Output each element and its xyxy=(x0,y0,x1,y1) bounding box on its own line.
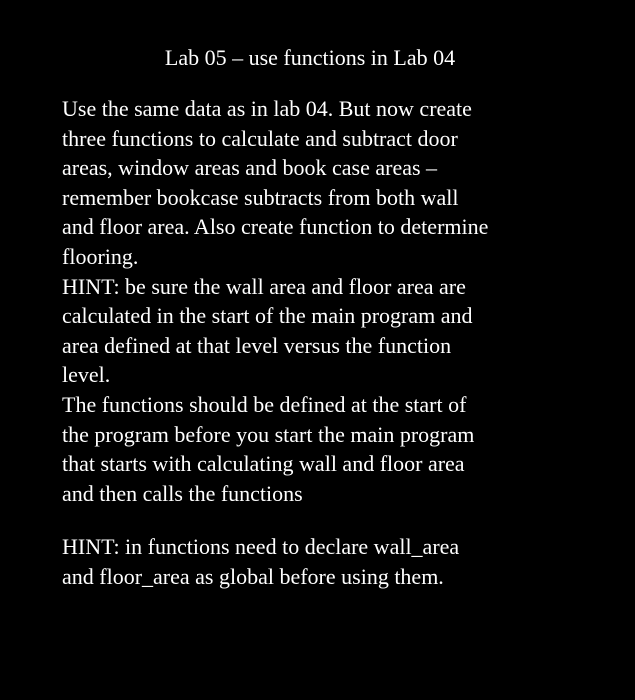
text-line: three functions to calculate and subtract door xyxy=(62,125,458,151)
functions-paragraph xyxy=(62,390,622,508)
global-hint-paragraph xyxy=(62,532,622,591)
document-body xyxy=(62,94,622,592)
text-line: that starts with calculating wall and floor area xyxy=(62,451,465,477)
document-title: Lab 05 – use functions in Lab 04 xyxy=(164,45,456,70)
text-line: areas, window areas and book case areas – xyxy=(62,155,438,181)
text-line: remember bookcase subtracts from both wall xyxy=(62,184,459,210)
text-line: the program before you start the main program xyxy=(62,421,475,447)
text-line: and then calls the functions xyxy=(62,480,303,506)
instructions-paragraph xyxy=(62,94,622,272)
text-line: and floor_area as global before using them. xyxy=(62,563,444,589)
text-line: HINT: be sure the wall area and floor area are xyxy=(62,273,466,299)
text-line: and floor area. Also create function to determine xyxy=(62,214,489,240)
text-line: The functions should be defined at the start of xyxy=(62,391,467,417)
text-line: HINT: in functions need to declare wall_area xyxy=(62,534,460,560)
hint-paragraph xyxy=(62,272,622,390)
text-line: area defined at that level versus the function xyxy=(62,332,452,358)
text-line: level. xyxy=(62,362,111,388)
text-line: calculated in the start of the main program and xyxy=(62,303,473,329)
text-line: flooring. xyxy=(62,243,139,269)
text-line: Use the same data as in lab 04. But now create xyxy=(62,96,472,121)
paragraph-spacer xyxy=(62,508,622,532)
